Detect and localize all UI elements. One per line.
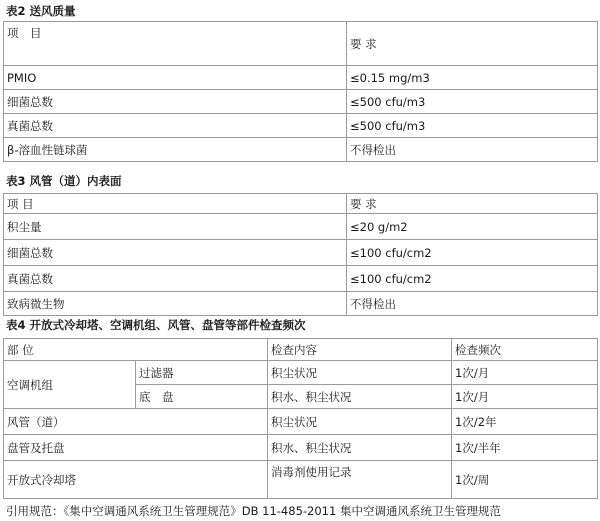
- content-cell: 积水、积尘状况: [268, 435, 452, 461]
- table4-caption: 表4 开放式冷却塔、空调机组、风管、盘管等部件检查频次: [6, 318, 306, 332]
- requirement-cell: ≤100 cfu/cm2: [347, 266, 598, 292]
- item-cell: 真菌总数: [4, 114, 347, 138]
- item-cell: 细菌总数: [4, 90, 347, 114]
- table2-header-item: 项 目: [4, 22, 347, 66]
- requirement-cell: ≤0.15 mg/m3: [347, 66, 598, 90]
- requirement-cell: ≤500 cfu/m3: [347, 114, 598, 138]
- table-row: [4, 240, 598, 266]
- table4-header-content: 检查内容: [268, 339, 452, 361]
- table2-caption: 表2 送风质量: [6, 4, 76, 18]
- part-cell: 风管（道）: [4, 409, 268, 435]
- content-cell: 消毒剂使用记录: [268, 461, 452, 499]
- table3: [3, 193, 598, 316]
- part-cell: 盘管及托盘: [4, 435, 268, 461]
- subpart-cell: 底 盘: [136, 385, 268, 409]
- content-cell: 积尘状况: [268, 361, 452, 385]
- part-cell: 空调机组: [4, 361, 136, 409]
- table-row: [4, 461, 598, 499]
- frequency-cell: 1次/2年: [452, 409, 598, 435]
- table3-header-row: [4, 194, 598, 214]
- frequency-cell: 1次/半年: [452, 435, 598, 461]
- content-cell: 积尘状况: [268, 409, 452, 435]
- item-cell: 积尘量: [4, 214, 347, 240]
- item-cell: PMIO: [4, 66, 347, 90]
- table4-header-row: [4, 339, 598, 361]
- table-row: [4, 114, 598, 138]
- item-cell: 细菌总数: [4, 240, 347, 266]
- table-row: [4, 292, 598, 316]
- table4-header-frequency: 检查频次: [452, 339, 598, 361]
- table2-header-requirement: 要 求: [347, 22, 598, 66]
- content-cell: 积水、积尘状况: [268, 385, 452, 409]
- table2: [3, 21, 598, 162]
- table-row: [4, 66, 598, 90]
- requirement-cell: 不得检出: [347, 292, 598, 316]
- item-cell: 致病微生物: [4, 292, 347, 316]
- table4: [3, 338, 598, 499]
- table3-header-requirement: 要 求: [347, 194, 598, 214]
- table3-caption: 表3 风管（道）内表面: [6, 174, 122, 188]
- item-cell: β-溶血性链球菌: [4, 138, 347, 162]
- frequency-cell: 1次/月: [452, 385, 598, 409]
- requirement-cell: ≤500 cfu/m3: [347, 90, 598, 114]
- item-cell: 真菌总数: [4, 266, 347, 292]
- frequency-cell: 1次/月: [452, 361, 598, 385]
- table-row: [4, 361, 598, 385]
- table4-header-part: 部 位: [4, 339, 268, 361]
- table-row: [4, 90, 598, 114]
- requirement-cell: 不得检出: [347, 138, 598, 162]
- table-row: [4, 138, 598, 162]
- table-row: [4, 409, 598, 435]
- reference-footer: 引用规范：《集中空调通风系统卫生管理规范》DB 11-485-2011 集中空调通风系统卫生管理规范: [6, 504, 501, 518]
- table-row: [4, 266, 598, 292]
- table2-header-row: [4, 22, 598, 66]
- table3-header-item: 项 目: [4, 194, 347, 214]
- requirement-cell: ≤20 g/m2: [347, 214, 598, 240]
- requirement-cell: ≤100 cfu/cm2: [347, 240, 598, 266]
- subpart-cell: 过滤器: [136, 361, 268, 385]
- frequency-cell: 1次/周: [452, 461, 598, 499]
- table-row: [4, 435, 598, 461]
- part-cell: 开放式冷却塔: [4, 461, 268, 499]
- table-row: [4, 214, 598, 240]
